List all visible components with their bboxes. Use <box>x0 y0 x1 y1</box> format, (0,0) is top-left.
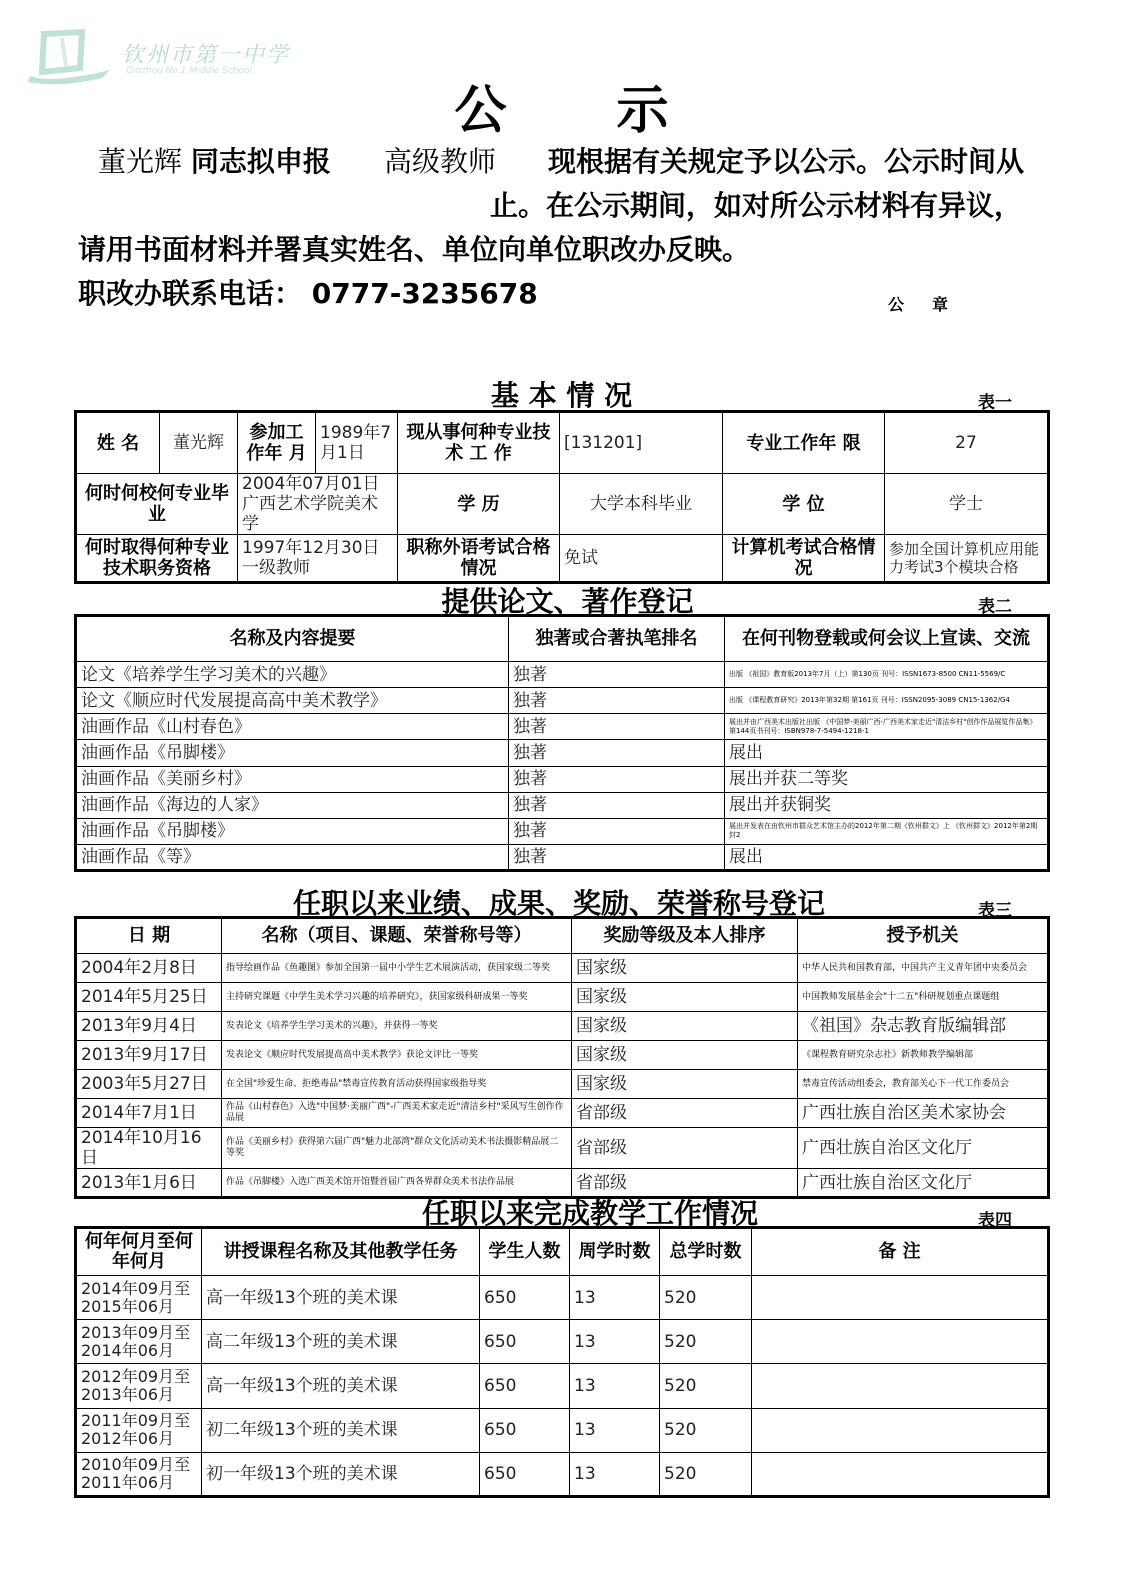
teaching-course-cell: 高一年级13个班的美术课 <box>202 1276 480 1320</box>
papers-table-number: 表二 <box>978 597 1012 617</box>
award-level-cell: 省部级 <box>572 1128 798 1169</box>
paper-author-cell: 独著 <box>509 740 725 766</box>
major-value: [131201] <box>560 412 723 474</box>
teaching-note-cell <box>752 1452 1049 1496</box>
teaching-note-cell <box>752 1364 1049 1408</box>
teaching-total-cell: 520 <box>660 1364 752 1408</box>
seal-char-2: 章 <box>932 295 949 314</box>
award-org-cell: 禁毒宣传活动组委会，教育部关心下一代工作委员会 <box>798 1070 1049 1099</box>
teaching-header-period: 何年何月至何年何月 <box>76 1228 202 1276</box>
paper-publication-cell: 展出并由广西美术出版社出版 《中国梦·美丽广西-广西美术家走近"清洁乡村"创作作品展览作品集》第144页书刊号：ISBN978-7-5494-1218-1 <box>725 714 1049 740</box>
phone-label: 职改办联系电话： <box>78 277 303 310</box>
paper-name-cell: 油画作品《山村春色》 <box>76 714 509 740</box>
award-name-cell: 发表论文《培养学生学习美术的兴趣》，并获得一等奖 <box>222 1012 572 1041</box>
table-row <box>76 983 1049 1012</box>
table-row <box>76 1041 1049 1070</box>
notice-line-1 <box>98 140 331 180</box>
awards-header-level: 奖励等级及本人排序 <box>572 918 798 954</box>
basic-info-table <box>74 410 1050 584</box>
title-qualification-label: 何时取得何种专业技术职务资格 <box>76 535 238 583</box>
award-date-cell: 2013年9月4日 <box>76 1012 222 1041</box>
paper-name-cell: 油画作品《美丽乡村》 <box>76 766 509 792</box>
major-label: 现从事何种专业技 术 工 作 <box>398 412 560 474</box>
years-value: 27 <box>885 412 1049 474</box>
paper-publication-cell: 展出并获铜奖 <box>725 792 1049 818</box>
awards-table <box>74 916 1050 1199</box>
award-name-cell: 作品《山村春色》入选"中国梦·美丽广西"-广西美术家走近"清洁乡村"采风写生创作作品展 <box>222 1099 572 1128</box>
teaching-note-cell <box>752 1276 1049 1320</box>
award-date-cell: 2004年2月8日 <box>76 954 222 983</box>
award-org-cell: 《课程教育研究杂志社》新教师教学编辑部 <box>798 1041 1049 1070</box>
awards-header-name: 名称（项目、课题、荣誉称号等） <box>222 918 572 954</box>
award-level-cell: 省部级 <box>572 1169 798 1198</box>
name-label: 姓 名 <box>76 412 160 474</box>
awards-table-number: 表三 <box>978 901 1012 921</box>
papers-header-publication: 在何刊物登载或何会议上宣读、交流 <box>725 616 1049 662</box>
award-name-cell: 指导绘画作品《鱼趣图》参加全国第一届中小学生艺术展演活动，获国家级二等奖 <box>222 954 572 983</box>
award-name-cell: 在全国"珍爱生命、拒绝毒品"禁毒宣传教育活动获得国家级指导奖 <box>222 1070 572 1099</box>
paper-name-cell: 论文《培养学生学习美术的兴趣》 <box>76 662 509 688</box>
teaching-weekly-cell: 13 <box>570 1276 660 1320</box>
teaching-total-cell: 520 <box>660 1452 752 1496</box>
table-row <box>76 1452 1049 1496</box>
contact-line <box>78 272 538 312</box>
notice-statement: 现根据有关规定予以公示。公示时间从 <box>548 145 1025 178</box>
teaching-table-number: 表四 <box>978 1211 1012 1231</box>
teaching-weekly-cell: 13 <box>570 1320 660 1364</box>
papers-table <box>74 614 1050 872</box>
table-row <box>76 662 1049 688</box>
award-name-cell: 主持研究课题《中学生美术学习兴趣的培养研究》，获国家级科研成果一等奖 <box>222 983 572 1012</box>
paper-publication-cell: 展出 <box>725 740 1049 766</box>
award-org-cell: 中华人民共和国教育部，中国共产主义青年团中央委员会 <box>798 954 1049 983</box>
paper-author-cell: 独著 <box>509 792 725 818</box>
table-row <box>76 818 1049 844</box>
notice-title: 公示 <box>454 81 779 141</box>
award-org-cell: 《祖国》杂志教育版编辑部 <box>798 1012 1049 1041</box>
language-exam-value: 免试 <box>560 535 723 583</box>
applicant-name: 董光辉 <box>98 145 183 178</box>
paper-publication-cell: 展出 <box>725 844 1049 870</box>
years-label: 专业工作年 限 <box>723 412 885 474</box>
teaching-course-cell: 初一年级13个班的美术课 <box>202 1452 480 1496</box>
award-level-cell: 国家级 <box>572 1070 798 1099</box>
computer-exam-label: 计算机考试合格情况 <box>723 535 885 583</box>
basic-table-number: 表一 <box>978 393 1012 413</box>
teaching-header-weekly: 周学时数 <box>570 1228 660 1276</box>
table-row <box>76 1320 1049 1364</box>
award-org-cell: 广西壮族自治区美术家协会 <box>798 1099 1049 1128</box>
name-value: 董光辉 <box>160 412 238 474</box>
official-seal <box>888 292 948 315</box>
paper-name-cell: 油画作品《等》 <box>76 844 509 870</box>
award-date-cell: 2014年7月1日 <box>76 1099 222 1128</box>
award-date-cell: 2014年10月16日 <box>76 1128 222 1169</box>
teaching-period-cell: 2011年09月至2012年06月 <box>76 1408 202 1452</box>
teaching-period-cell: 2014年09月至2015年06月 <box>76 1276 202 1320</box>
table-row <box>76 1099 1049 1128</box>
teaching-course-cell: 高一年级13个班的美术课 <box>202 1364 480 1408</box>
awards-header-org: 授予机关 <box>798 918 1049 954</box>
paper-name-cell: 油画作品《吊脚楼》 <box>76 740 509 766</box>
teaching-period-cell: 2012年09月至2013年06月 <box>76 1364 202 1408</box>
table-row <box>76 1128 1049 1169</box>
teaching-students-cell: 650 <box>480 1364 570 1408</box>
notice-line-2: 止。在公示期间，如对所公示材料有异议， <box>490 189 1023 222</box>
award-date-cell: 2013年9月17日 <box>76 1041 222 1070</box>
teaching-course-cell: 高二年级13个班的美术课 <box>202 1320 480 1364</box>
teaching-header-total: 总学时数 <box>660 1228 752 1276</box>
table-row <box>76 766 1049 792</box>
paper-author-cell: 独著 <box>509 844 725 870</box>
graduation-value: 2004年07月01日广西艺术学院美术学 <box>238 474 398 535</box>
table-row <box>76 1070 1049 1099</box>
paper-name-cell: 论文《顺应时代发展提高高中美术教学》 <box>76 688 509 714</box>
award-org-cell: 中国教师发展基金会"十二五"科研规划重点课题组 <box>798 983 1049 1012</box>
graduation-label: 何时何校何专业毕 业 <box>76 474 238 535</box>
teaching-header-course: 讲授课程名称及其他教学任务 <box>202 1228 480 1276</box>
award-date-cell: 2014年5月25日 <box>76 983 222 1012</box>
teaching-weekly-cell: 13 <box>570 1364 660 1408</box>
table-row <box>76 844 1049 870</box>
teaching-total-cell: 520 <box>660 1408 752 1452</box>
teaching-weekly-cell: 13 <box>570 1452 660 1496</box>
education-label: 学 历 <box>398 474 560 535</box>
notice-line-3: 请用书面材料并署真实姓名、单位向单位职改办反映。 <box>78 233 751 266</box>
applied-rank: 高级教师 <box>384 145 497 178</box>
table-row <box>76 954 1049 983</box>
logo-subtext: Qinzhou No.1 Middle School <box>126 66 252 76</box>
paper-publication-cell: 展出并获二等奖 <box>725 766 1049 792</box>
teaching-period-cell: 2013年09月至2014年06月 <box>76 1320 202 1364</box>
table-row <box>76 1408 1049 1452</box>
paper-author-cell: 独著 <box>509 688 725 714</box>
teaching-note-cell <box>752 1320 1049 1364</box>
teaching-students-cell: 650 <box>480 1408 570 1452</box>
teaching-header-note: 备 注 <box>752 1228 1049 1276</box>
phone-number: 0777-3235678 <box>311 277 538 310</box>
table-row <box>76 1276 1049 1320</box>
title-qualification-value: 1997年12月30日一级教师 <box>238 535 398 583</box>
awards-section-title: 任职以来业绩、成果、奖励、荣誉称号登记 <box>292 887 825 920</box>
degree-label: 学 位 <box>723 474 885 535</box>
language-exam-label: 职称外语考试合格情况 <box>398 535 560 583</box>
award-name-cell: 作品《美丽乡村》获得第六届广西"魅力北部湾"群众文化活动美术书法摄影精品展二等奖 <box>222 1128 572 1169</box>
basic-section-title: 基 本 情 况 <box>490 379 633 412</box>
paper-name-cell: 油画作品《吊脚楼》 <box>76 818 509 844</box>
teaching-header-students: 学生人数 <box>480 1228 570 1276</box>
award-name-cell: 作品《吊脚楼》入选广西美术馆开馆暨首届广西各界群众美术书法作品展 <box>222 1169 572 1198</box>
paper-author-cell: 独著 <box>509 714 725 740</box>
teaching-course-cell: 初二年级13个班的美术课 <box>202 1408 480 1452</box>
teaching-students-cell: 650 <box>480 1320 570 1364</box>
teaching-students-cell: 650 <box>480 1452 570 1496</box>
table-row <box>76 1364 1049 1408</box>
award-level-cell: 国家级 <box>572 1041 798 1070</box>
paper-publication-cell: 出版 《祖国》教育版2013年7月（上）第130页 刊号：ISSN1673-8500 CN11-5569/C <box>725 662 1049 688</box>
award-org-cell: 广西壮族自治区文化厅 <box>798 1128 1049 1169</box>
work-start-value: 1989年7月1日 <box>316 412 398 474</box>
teaching-total-cell: 520 <box>660 1320 752 1364</box>
teaching-table <box>74 1226 1050 1498</box>
paper-author-cell: 独著 <box>509 818 725 844</box>
education-value: 大学本科毕业 <box>560 474 723 535</box>
award-name-cell: 发表论文《顺应时代发展提高高中美术教学》获论文评比一等奖 <box>222 1041 572 1070</box>
table-row <box>76 688 1049 714</box>
papers-section-title: 提供论文、著作登记 <box>441 585 694 618</box>
work-start-label: 参加工作年 月 <box>238 412 316 474</box>
papers-header-author: 独著或合著执笔排名 <box>509 616 725 662</box>
paper-publication-cell: 展出并发表在由钦州市群众艺术馆主办的2012年第二期《钦州群文》上 《钦州群文》2012年第2期封2 <box>725 818 1049 844</box>
award-date-cell: 2003年5月27日 <box>76 1070 222 1099</box>
seal-char-1: 公 <box>888 295 905 314</box>
award-level-cell: 省部级 <box>572 1099 798 1128</box>
logo-text: 钦州市第一中学 <box>122 43 291 68</box>
computer-exam-value: 参加全国计算机应用能力考试3个模块合格 <box>885 535 1049 583</box>
paper-publication-cell: 出版 《课程教育研究》2013年第32期 第161页 刊号：ISSN2095-3089 CN15-1362/G4 <box>725 688 1049 714</box>
papers-header-name: 名称及内容提要 <box>76 616 509 662</box>
paper-author-cell: 独著 <box>509 766 725 792</box>
award-date-cell: 2013年1月6日 <box>76 1169 222 1198</box>
paper-author-cell: 独著 <box>509 662 725 688</box>
degree-value: 学士 <box>885 474 1049 535</box>
table-row <box>76 1012 1049 1041</box>
teaching-total-cell: 520 <box>660 1276 752 1320</box>
teaching-weekly-cell: 13 <box>570 1408 660 1452</box>
paper-name-cell: 油画作品《海边的人家》 <box>76 792 509 818</box>
apply-prefix: 同志拟申报 <box>190 145 331 178</box>
teaching-note-cell <box>752 1408 1049 1452</box>
award-level-cell: 国家级 <box>572 1012 798 1041</box>
teaching-students-cell: 650 <box>480 1276 570 1320</box>
award-level-cell: 国家级 <box>572 954 798 983</box>
award-org-cell: 广西壮族自治区文化厅 <box>798 1169 1049 1198</box>
table-row <box>76 740 1049 766</box>
table-row <box>76 714 1049 740</box>
table-row <box>76 792 1049 818</box>
teaching-section-title: 任职以来完成教学工作情况 <box>421 1197 758 1230</box>
teaching-period-cell: 2010年09月至2011年06月 <box>76 1452 202 1496</box>
awards-header-date: 日 期 <box>76 918 222 954</box>
award-level-cell: 国家级 <box>572 983 798 1012</box>
